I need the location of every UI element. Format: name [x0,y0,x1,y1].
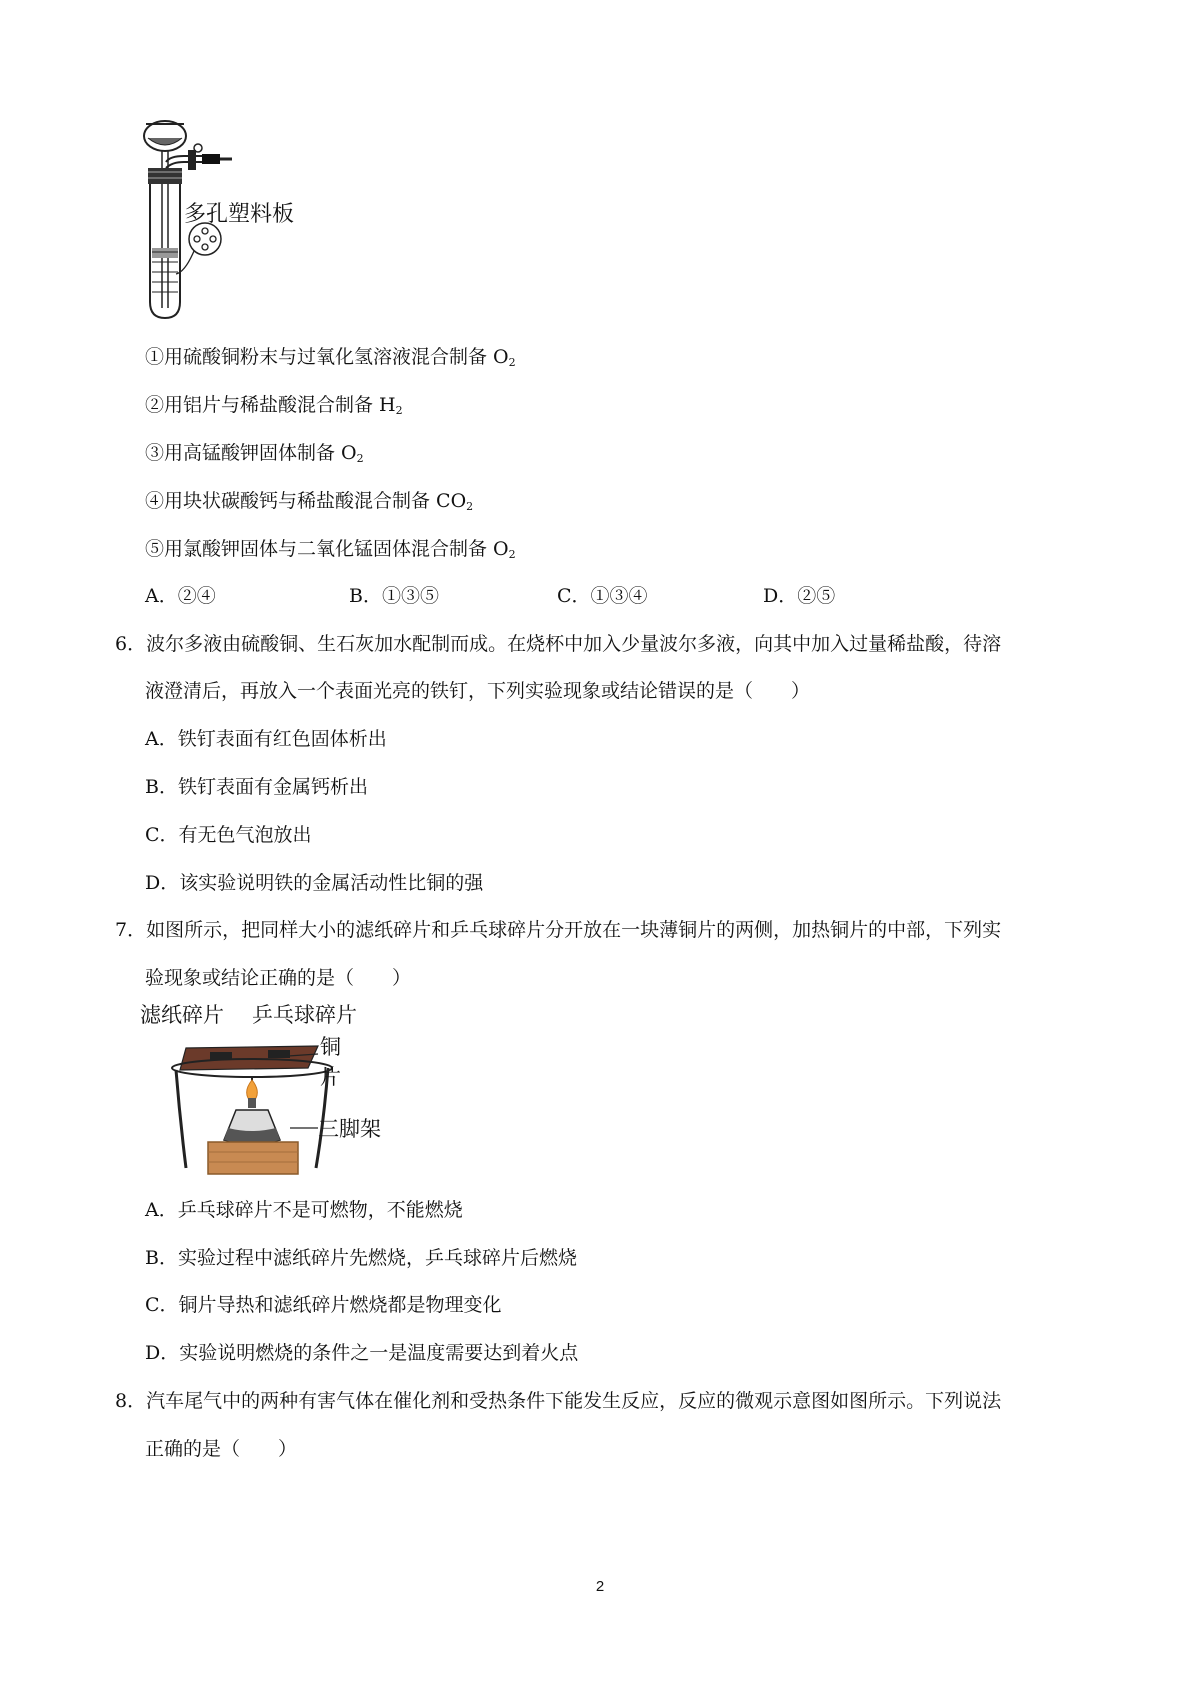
q5-options [145,583,1045,609]
q6-option-a[interactable]: A．铁钉表面有红色固体析出 [145,728,387,750]
label-copper-2: 片 [320,1065,341,1089]
q5-item-1: ①用硫酸铜粉末与过氧化氢溶液混合制备 $O_2$ [145,346,516,369]
label-tripod: 三脚架 [318,1117,381,1141]
q6-option-d[interactable]: D．该实验说明铁的金属活动性比铜的强 [145,872,484,894]
q5-item-2: ②用铝片与稀盐酸混合制备 $H_2$ [145,394,403,417]
q6-stem-line1: 6．波尔多液由硫酸铜、生石灰加水配制而成。在烧杯中加入少量波尔多液，向其中加入过量稀盐酸，待溶 [115,633,1002,655]
label-copper-1: 铜 [320,1035,341,1059]
q5-option-a[interactable]: A．②④ [145,585,216,607]
q8-stem-line2: 正确的是（ ） [145,1438,298,1460]
q7-option-b[interactable]: B．实验过程中滤纸碎片先燃烧，乒乓球碎片后燃烧 [145,1247,577,1269]
q5-item-4: ④用块状碳酸钙与稀盐酸混合制备 $CO_2$ [145,490,474,513]
q7-stem-line2: 验现象或结论正确的是（ ） [145,967,412,989]
q7-option-a[interactable]: A．乒乓球碎片不是可燃物，不能燃烧 [145,1199,463,1221]
q7-option-d[interactable]: D．实验说明燃烧的条件之一是温度需要达到着火点 [145,1342,579,1364]
q5-item-3: ③用高锰酸钾固体制备 $O_2$ [145,442,364,465]
q6-option-c[interactable]: C．有无色气泡放出 [145,824,312,846]
q8-stem-line1: 8．汽车尾气中的两种有害气体在催化剂和受热条件下能发生反应，反应的微观示意图如图所示。下列说法 [115,1390,1002,1412]
figure1-label: 多孔塑料板 [184,202,295,227]
label-filter-paper: 滤纸碎片 [140,1003,224,1027]
q6-stem-line2: 液澄清后，再放入一个表面光亮的铁钉，下列实验现象或结论错误的是（ ） [145,680,811,702]
q5-option-c[interactable]: C．①③④ [557,585,648,607]
q6-option-b[interactable]: B．铁钉表面有金属钙析出 [145,776,368,798]
label-pingpong: 乒乓球碎片 [252,1003,357,1027]
q5-option-b[interactable]: B．①③⑤ [349,585,439,607]
q5-item-5: ⑤用氯酸钾固体与二氧化锰固体混合制备 $O_2$ [145,538,516,561]
q5-option-d[interactable]: D．②⑤ [763,585,836,607]
copper-plate-figure [140,1010,410,1180]
page-number: 2 [595,1578,605,1595]
q7-option-c[interactable]: C．铜片导热和滤纸碎片燃烧都是物理变化 [145,1294,502,1316]
q7-stem-line1: 7．如图所示，把同样大小的滤纸碎片和乒乓球碎片分开放在一块薄铜片的两侧，加热铜片的中部，下列实 [115,919,1002,941]
